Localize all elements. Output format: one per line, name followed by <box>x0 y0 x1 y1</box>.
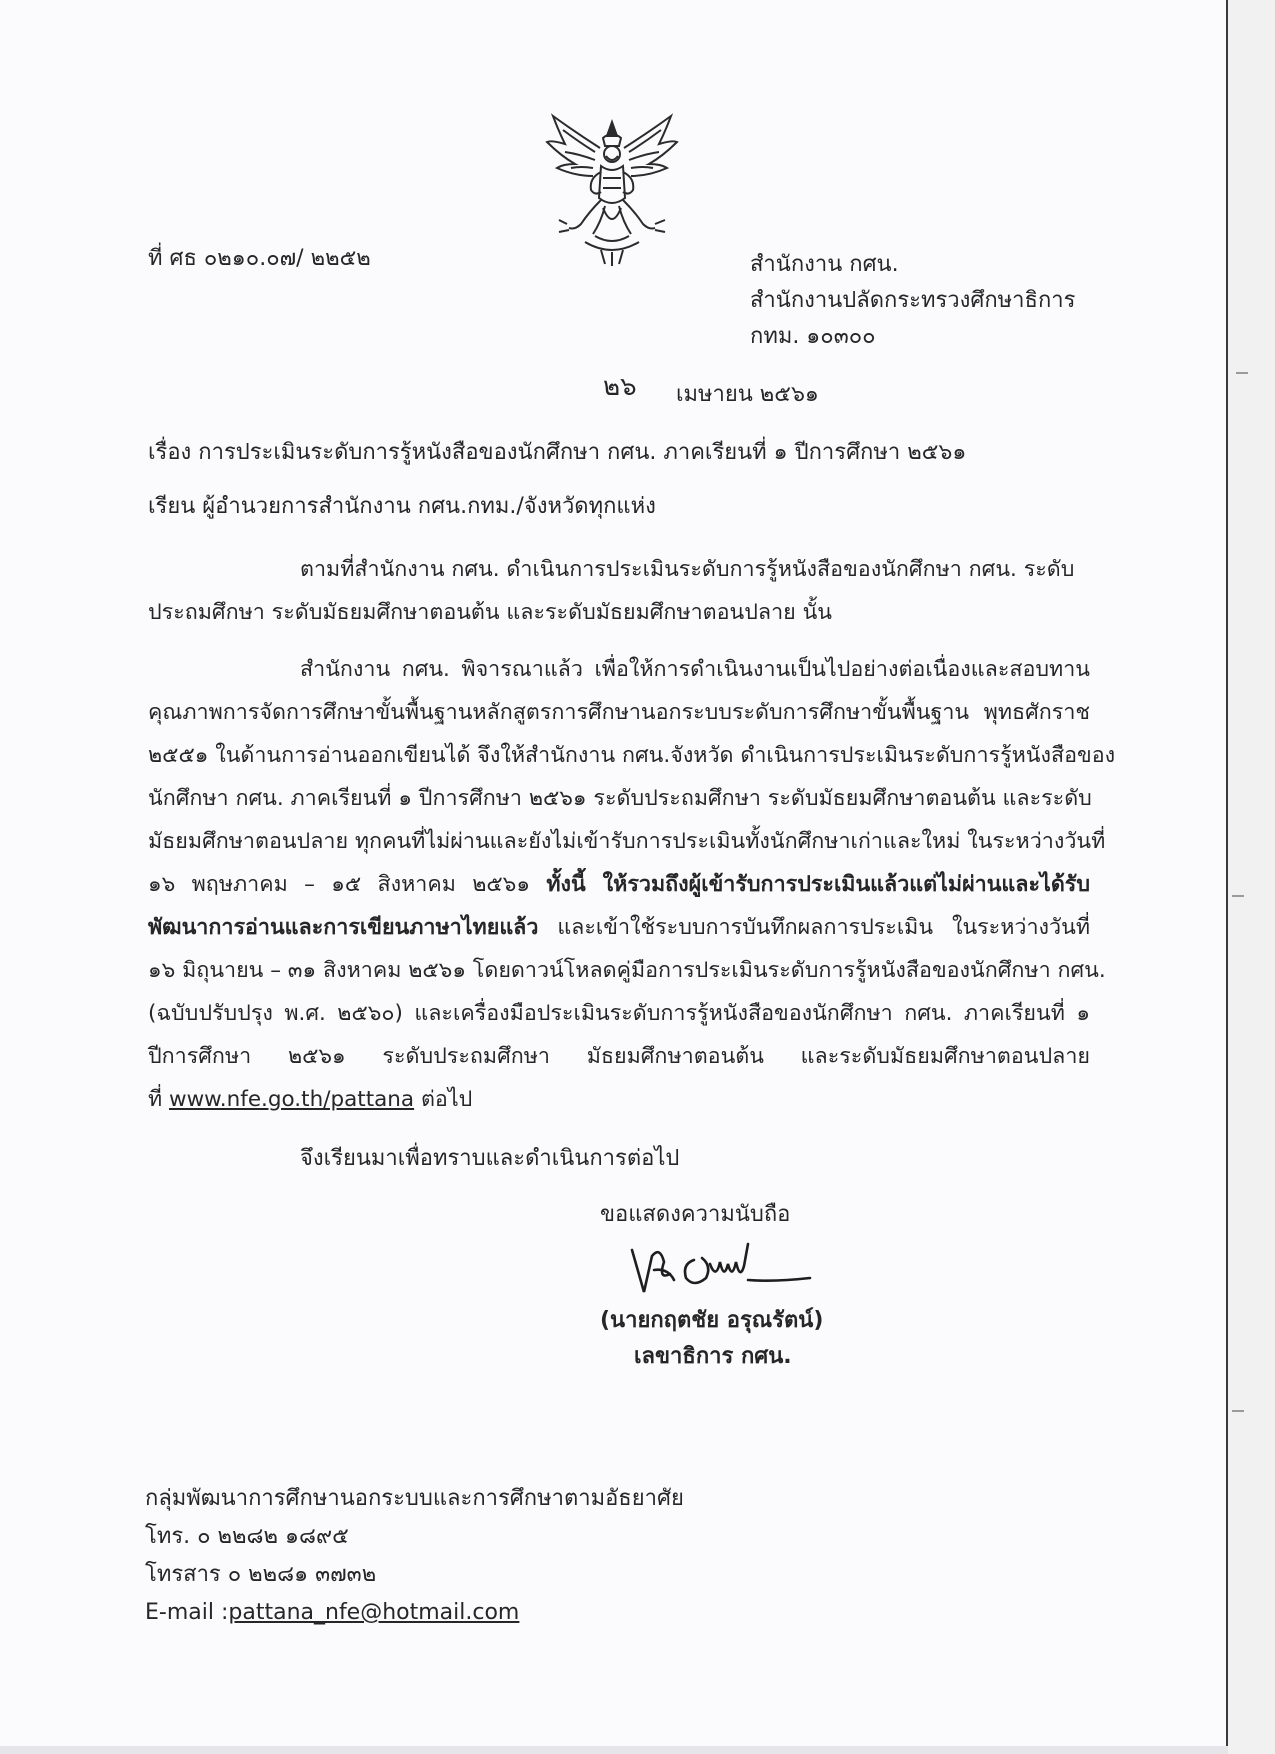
paragraph-2-line: ๑๖ มิถุนายน – ๓๑ สิงหาคม ๒๕๖๑ โดยดาวน์โหลดคู่มือการประเมินระดับการรู้หนังสือของนักศึกษา กศน. <box>148 958 1106 983</box>
paragraph-1-line: ตามที่สำนักงาน กศน. ดำเนินการประเมินระดับการรู้หนังสือของนักศึกษา กศน. ระดับ <box>300 557 1075 582</box>
scan-margin <box>1228 0 1275 1754</box>
email-link[interactable]: pattana_nfe@hotmail.com <box>228 1600 520 1625</box>
paragraph-2-line <box>148 870 1090 900</box>
paragraph-2-line: ๒๕๕๑ ในด้านการอ่านออกเขียนได้ จึงให้สำนักงาน กศน.จังหวัด ดำเนินการประเมินระดับการรู้หนังสือของ <box>148 743 1116 768</box>
office-postal: กทม. ๑๐๓๐๐ <box>750 324 876 349</box>
paragraph-2-text: ๑๖ พฤษภาคม – ๑๕ สิงหาคม ๒๕๖๑ <box>148 872 547 897</box>
contact-phone: โทร. ๐ ๒๒๘๒ ๑๘๙๕ <box>145 1524 349 1549</box>
paragraph-2-text: ต่อไป <box>414 1087 473 1112</box>
date-day: ๒๖ <box>603 372 637 402</box>
signer-title: เลขาธิการ กศน. <box>634 1344 792 1369</box>
scan-mark <box>1232 895 1244 897</box>
date-month-year: เมษายน ๒๕๖๑ <box>676 382 819 407</box>
scan-bottom-edge <box>0 1746 1228 1754</box>
paragraph-2-bold-text: ทั้งนี้ ให้รวมถึงผู้เข้ารับการประเมินแล้วแต่ไม่ผ่านและได้รับ <box>546 872 1090 897</box>
subject-line: เรื่อง การประเมินระดับการรู้หนังสือของนักศึกษา กศน. ภาคเรียนที่ ๑ ปีการศึกษา ๒๕๖๑ <box>148 440 967 465</box>
closing-paragraph: จึงเรียนมาเพื่อทราบและดำเนินการต่อไป <box>300 1146 680 1171</box>
contact-fax: โทรสาร ๐ ๒๒๘๑ ๓๗๓๒ <box>145 1562 377 1587</box>
paragraph-2-line: สำนักงาน กศน. พิจารณาแล้ว เพื่อให้การดำเนินงานเป็นไปอย่างต่อเนื่องและสอบทาน <box>300 657 1090 682</box>
paragraph-2-line <box>148 1085 1090 1115</box>
email-label: E-mail : <box>145 1600 229 1625</box>
paragraph-2-line <box>148 913 1090 943</box>
office-name: สำนักงาน กศน. <box>750 252 899 277</box>
signature-image <box>624 1240 814 1302</box>
paragraph-2-text: ที่ <box>148 1087 170 1112</box>
scan-mark <box>1236 372 1248 374</box>
contact-department: กลุ่มพัฒนาการศึกษานอกระบบและการศึกษาตามอัธยาศัย <box>145 1486 684 1511</box>
paragraph-2-line: นักศึกษา กศน. ภาคเรียนที่ ๑ ปีการศึกษา ๒๕๖๑ ระดับประถมศึกษา ระดับมัธยมศึกษาตอนต้น และระดับ <box>148 786 1092 811</box>
office-ministry: สำนักงานปลัดกระทรวงศึกษาธิการ <box>750 288 1076 313</box>
paragraph-1-line: ประถมศึกษา ระดับมัธยมศึกษาตอนต้น และระดับมัธยมศึกษาตอนปลาย นั้น <box>148 600 832 625</box>
paragraph-2-line: ปีการศึกษา ๒๕๖๑ ระดับประถมศึกษา มัธยมศึกษาตอนต้น และระดับมัธยมศึกษาตอนปลาย <box>148 1044 1090 1069</box>
salutation-line: เรียน ผู้อำนวยการสำนักงาน กศน.กทม./จังหวัดทุกแห่ง <box>148 494 656 519</box>
complimentary-closing: ขอแสดงความนับถือ <box>600 1202 791 1227</box>
scan-mark <box>1232 1410 1244 1412</box>
paragraph-2-line: (ฉบับปรับปรุง พ.ศ. ๒๕๖๐) และเครื่องมือประเมินระดับการรู้หนังสือของนักศึกษา กศน. ภาคเรียนที่ ๑ <box>148 1001 1090 1026</box>
contact-email-line <box>145 1598 519 1628</box>
paragraph-2-text: และเข้าใช้ระบบการบันทึกผลการประเมิน ในระหว่างวันที่ <box>538 915 1090 940</box>
website-link[interactable]: www.nfe.go.th/pattana <box>169 1087 415 1112</box>
paragraph-2-line: มัธยมศึกษาตอนปลาย ทุกคนที่ไม่ผ่านและยังไม่เข้ารับการประเมินทั้งนักศึกษาเก่าและใหม่ ในระหว่างวันที่ <box>148 829 1106 854</box>
reference-number: ที่ ศธ ๐๒๑๐.๐๗/ ๒๒๕๒ <box>148 246 371 271</box>
signer-name: (นายกฤตชัย อรุณรัตน์) <box>600 1308 824 1333</box>
paragraph-2-bold-text: พัฒนาการอ่านและการเขียนภาษาไทยแล้ว <box>148 915 539 940</box>
paragraph-2-line: คุณภาพการจัดการศึกษาขั้นพื้นฐานหลักสูตรการศึกษานอกระบบระดับการศึกษาขั้นพื้นฐาน พุทธศักราช <box>148 700 1090 725</box>
garuda-emblem-icon <box>545 112 680 267</box>
